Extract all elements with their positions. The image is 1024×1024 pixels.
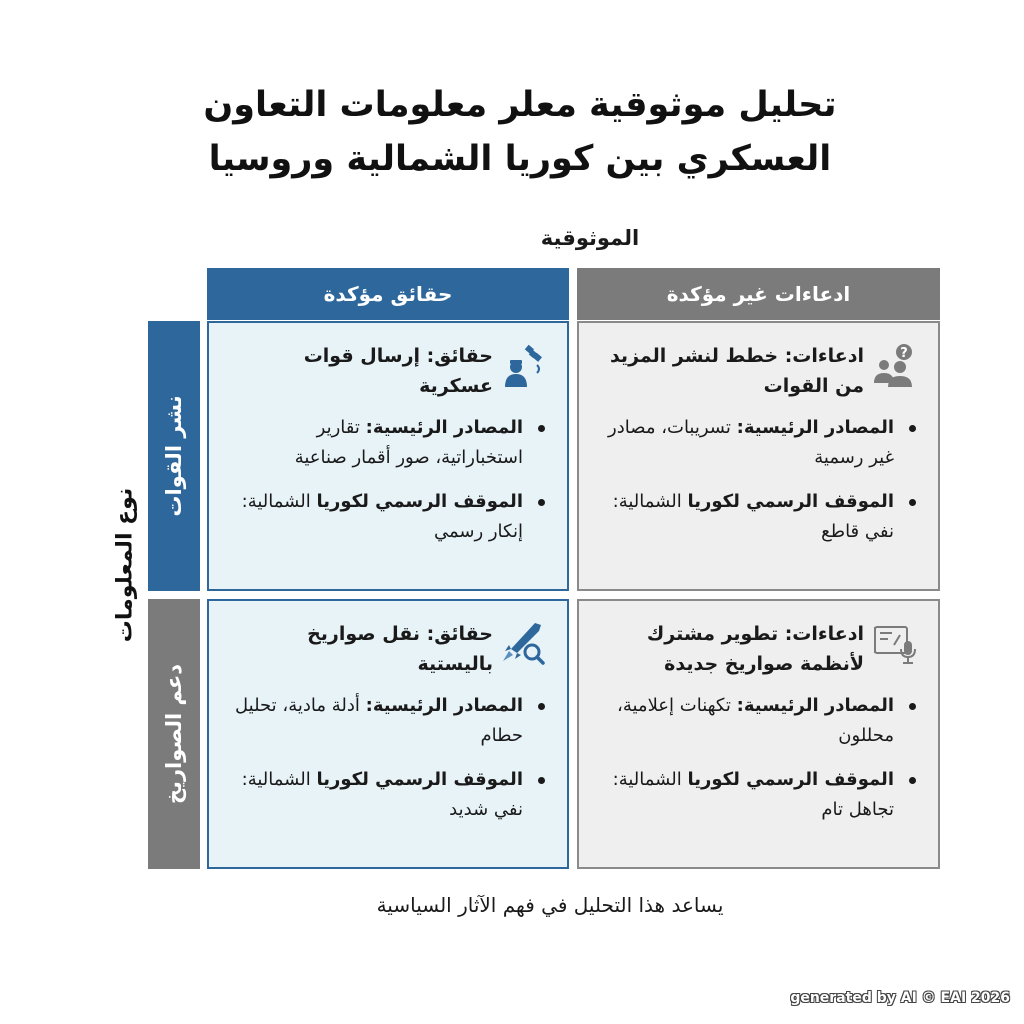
bullet-list — [601, 413, 916, 547]
cell-header — [231, 341, 545, 407]
stance-value: الشمالية: نفي قاطع — [612, 491, 894, 542]
list-item — [231, 413, 523, 473]
bullet-list — [601, 691, 916, 825]
sources-label: المصادر الرئيسية: — [736, 695, 894, 716]
sources-label: المصادر الرئيسية: — [365, 417, 523, 438]
sources-value: تقارير استخباراتية، صور أقمار صناعية — [294, 417, 523, 468]
row-header-missiles-label: دعم الصواريخ — [162, 663, 186, 805]
stance-label: الموقف الرسمي لكوريا — [316, 769, 523, 790]
sources-label: المصادر الرئيسية: — [365, 695, 523, 716]
stance-value: الشمالية: إنكار رسمي — [241, 491, 523, 542]
cell-title: حقائق: إرسال قوات عسكرية — [303, 345, 493, 397]
reliability-axis-label: الموثوقية — [540, 226, 640, 250]
sources-value: تسريبات، مصادر غير رسمية — [608, 417, 894, 468]
stance-value: الشمالية: نفي شديد — [241, 769, 523, 820]
title-line-2: العسكري بين كوريا الشمالية وروسيا — [208, 139, 832, 179]
list-item — [601, 765, 894, 825]
bullet-list — [231, 691, 545, 825]
cell-header — [601, 619, 916, 685]
cell-title: حقائق: نقل صواريخ باليستية — [307, 623, 493, 675]
row-header-troops-label: نشر القوات — [162, 395, 186, 517]
list-item — [231, 765, 523, 825]
cell-unconfirmed-missiles — [577, 599, 940, 869]
satellite-soldier-icon — [501, 343, 545, 387]
list-item — [601, 413, 894, 473]
info-type-axis-label: نوع المعلومات — [112, 487, 138, 643]
cell-title: ادعاءات: خطط لنشر المزيد من القوات — [609, 345, 864, 397]
cell-unconfirmed-troops — [577, 321, 940, 591]
column-header-unconfirmed: ادعاءات غير مؤكدة — [577, 268, 940, 320]
list-item — [231, 691, 523, 751]
cell-confirmed-troops — [207, 321, 569, 591]
sources-value: أدلة مادية، تحليل حطام — [235, 695, 523, 746]
cell-header — [231, 619, 545, 685]
stance-value: الشمالية: تجاهل تام — [612, 769, 894, 820]
blueprint-microphone-icon — [872, 621, 916, 665]
cell-confirmed-missiles — [207, 599, 569, 869]
cell-title: ادعاءات: تطوير مشترك لأنظمة صواريخ جديدة — [646, 623, 864, 675]
list-item — [231, 487, 523, 547]
column-header-confirmed: حقائق مؤكدة — [207, 268, 569, 320]
title-line-1: تحليل موثوقية معلر معلومات التعاون — [203, 85, 837, 125]
watermark: generated by AI © EAI 2026 — [790, 990, 1010, 1006]
stance-label: الموقف الرسمي لكوريا — [316, 491, 523, 512]
sources-value: تكهنات إعلامية، محللون — [617, 695, 894, 746]
list-item — [601, 691, 894, 751]
page-title — [120, 78, 920, 186]
footer-note: يساعد هذا التحليل في فهم الآثار السياسية — [376, 893, 724, 917]
row-header-missiles — [148, 599, 200, 869]
bullet-list — [231, 413, 545, 547]
people-question-icon — [872, 343, 916, 387]
stance-label: الموقف الرسمي لكوريا — [687, 491, 894, 512]
stance-label: الموقف الرسمي لكوريا — [687, 769, 894, 790]
missile-magnifier-icon — [501, 621, 545, 665]
sources-label: المصادر الرئيسية: — [736, 417, 894, 438]
list-item — [601, 487, 894, 547]
svg-text:?: ? — [900, 346, 908, 361]
row-header-troops — [148, 321, 200, 591]
cell-header — [601, 341, 916, 407]
